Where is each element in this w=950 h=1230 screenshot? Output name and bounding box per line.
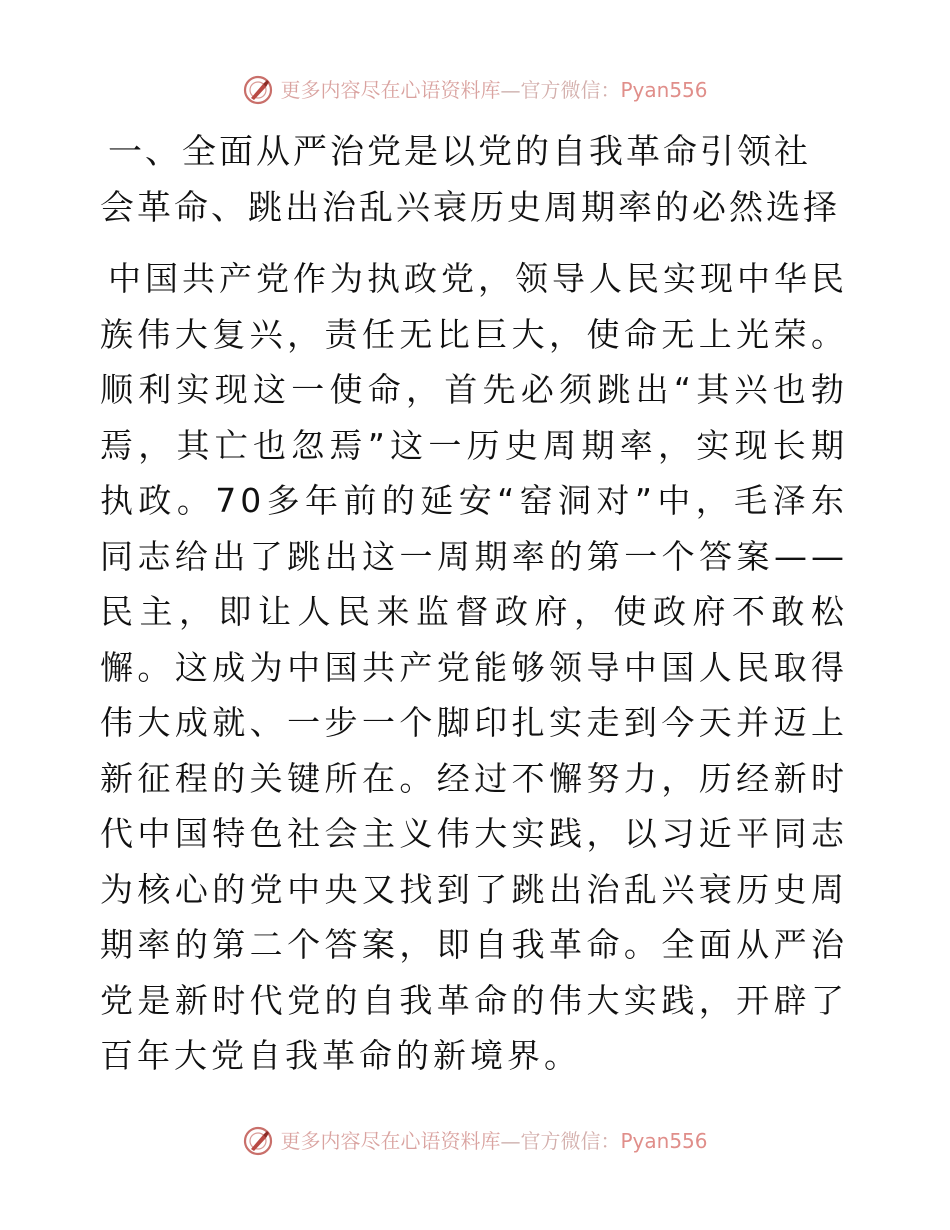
watermark-wechat-label: 官方微信： <box>520 1129 621 1153</box>
pen-circle-icon <box>242 1125 274 1157</box>
watermark-brand: 更多内容尽在心语资料库 <box>280 1129 501 1153</box>
watermark-brand: 更多内容尽在心语资料库 <box>280 78 501 102</box>
watermark-wechat-label: 官方微信： <box>520 78 621 102</box>
watermark-wechat-id: Pyan556 <box>620 78 708 102</box>
watermark-wechat-id: Pyan556 <box>620 1129 708 1153</box>
footer-watermark <box>0 1121 950 1161</box>
section-heading: 一、全面从严治党是以党的自我革命引领社会革命、跳出治乱兴衰历史周期率的必然选择 <box>100 132 840 228</box>
pen-circle-icon <box>242 74 274 106</box>
watermark-separator: — <box>500 78 521 102</box>
body-paragraph: 中国共产党作为执政党，领导人民实现中华民族伟大复兴，责任无比巨大，使命无上光荣。顺利实现这一使命，首先必须跳出“其兴也勃焉，其亡也忽焉”这一历史周期率，实现长期执政。70多年前的延安“窑洞对”中，毛泽东同志给出了跳出这一周期率的第一个答案——民主，即让人民来监督政府，使政府不敢松懈。这成为中国共产党能够领导中国人民取得伟大成就、一步一个脚印扎实走到今天并迈上新征程的关键所在。经过不懈努力，历经新时代中国特色社会主义伟大实践，以习近平同志为核心的党中央又找到了跳出治乱兴衰历史周期率的第二个答案，即自我革命。全面从严治党是新时代党的自我革命的伟大实践，开辟了百年大党自我革命的新境界。 <box>100 259 848 1075</box>
header-watermark <box>0 70 950 110</box>
watermark-separator: — <box>500 1129 521 1153</box>
